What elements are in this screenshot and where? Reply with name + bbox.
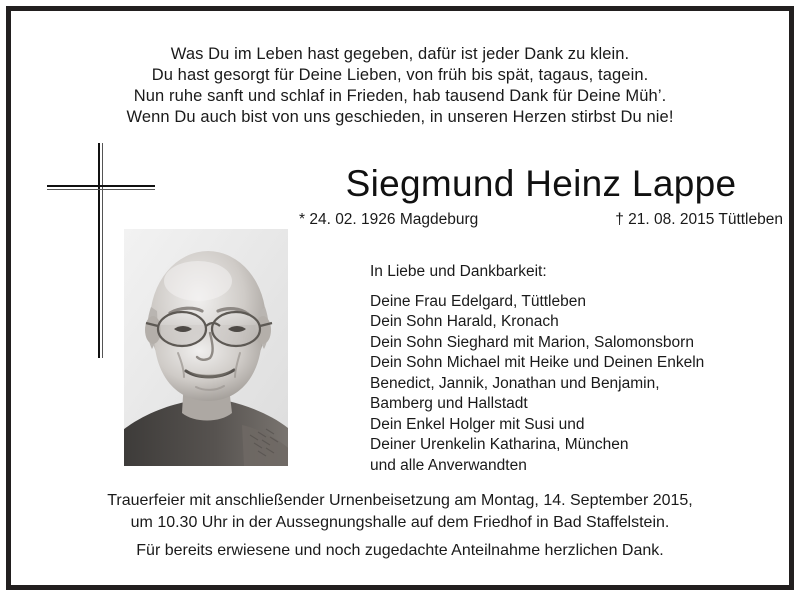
notice-inner bbox=[11, 11, 789, 585]
mourner-line: Dein Sohn Harald, Kronach bbox=[370, 313, 559, 330]
deceased-name: Siegmund Heinz Lappe bbox=[345, 163, 737, 204]
funeral-service-details bbox=[11, 490, 789, 534]
mourner-line: Dein Sohn Sieghard mit Marion, Salomonsborn bbox=[370, 333, 694, 351]
mourners-intro: In Liebe und Dankbarkeit: bbox=[370, 263, 547, 280]
portrait-illustration bbox=[124, 229, 288, 466]
mourner-line: Deine Frau Edelgard, Tüttleben bbox=[370, 292, 586, 310]
obituary-notice bbox=[6, 6, 794, 590]
life-dates bbox=[293, 210, 789, 230]
cross-vertical-bar bbox=[98, 143, 100, 358]
verse-line: Du hast gesorgt für Deine Lieben, von früh bis spät, tagaus, tagein. bbox=[151, 66, 649, 84]
portrait-photo bbox=[124, 229, 288, 466]
cross-horizontal-bar-shadow bbox=[47, 189, 155, 190]
memorial-verse bbox=[11, 44, 789, 128]
birth-date: * 24. 02. 1926 Magdeburg bbox=[299, 211, 479, 228]
mourner-line: Deiner Urenkelin Katharina, München bbox=[370, 436, 629, 453]
mourners-list bbox=[370, 262, 782, 476]
death-date: † 21. 08. 2015 Tüttleben bbox=[615, 211, 783, 228]
service-line: um 10.30 Uhr in der Aussegnungshalle auf dem Friedhof in Bad Staffelstein. bbox=[130, 514, 670, 531]
mourner-line: Dein Enkel Holger mit Susi und bbox=[370, 415, 585, 433]
service-line: Trauerfeier mit anschließender Urnenbeisetzung am Montag, 14. September 2015, bbox=[107, 492, 693, 509]
mourner-line: Dein Sohn Michael mit Heike und Deinen Enkeln bbox=[370, 354, 705, 371]
verse-line: Nun ruhe sanft und schlaf in Frieden, hab tausend Dank für Deine Müh’. bbox=[133, 87, 667, 105]
mourner-line: Benedict, Jannik, Jonathan und Benjamin, bbox=[370, 374, 660, 392]
thanks-note: Für bereits erwiesene und noch zugedachte Anteilnahme herzlichen Dank. bbox=[136, 542, 664, 559]
cross-horizontal-bar bbox=[47, 185, 155, 187]
verse-line: Was Du im Leben hast gegeben, dafür ist jeder Dank zu klein. bbox=[170, 45, 630, 63]
cross-vertical-bar-shadow bbox=[102, 143, 103, 358]
mourner-line: Bamberg und Hallstadt bbox=[370, 395, 528, 412]
verse-line: Wenn Du auch bist von uns geschieden, in unseren Herzen stirbst Du nie! bbox=[126, 108, 674, 126]
mourner-line: und alle Anverwandten bbox=[370, 456, 527, 474]
